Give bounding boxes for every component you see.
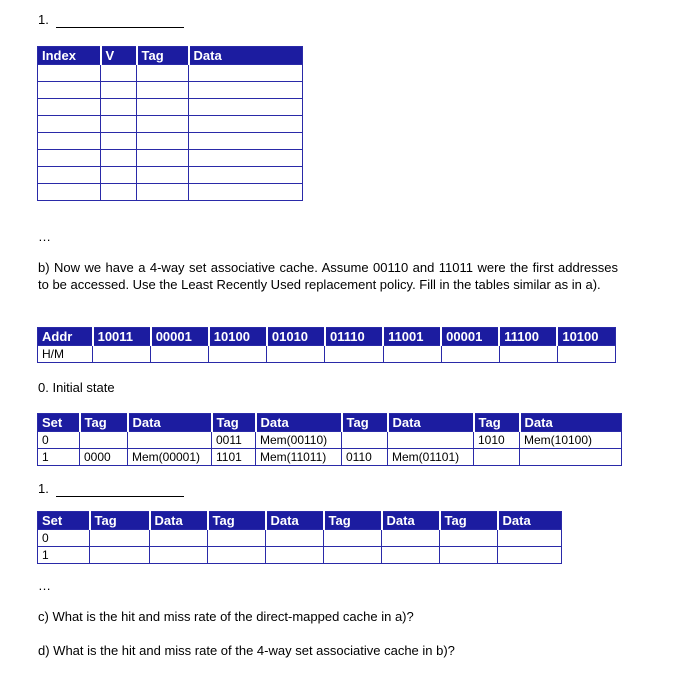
- header-tag: Tag: [342, 414, 388, 432]
- address-cell: 01010: [267, 328, 325, 346]
- addr-header: Addr: [38, 328, 93, 346]
- table-row: [38, 530, 562, 547]
- table-row: [38, 432, 622, 449]
- table-row: [38, 167, 303, 184]
- ellipsis: …: [38, 578, 51, 593]
- hm-cell[interactable]: [441, 346, 499, 363]
- header-tag: Tag: [440, 512, 498, 530]
- header-tag: Tag: [212, 414, 256, 432]
- set-cell: 1: [38, 449, 80, 466]
- data-cell: Mem(01101): [388, 449, 474, 466]
- header-data: Data: [498, 512, 562, 530]
- header-data: Data: [266, 512, 324, 530]
- table-row: [38, 547, 562, 564]
- header-data: Data: [256, 414, 342, 432]
- data-cell: [520, 449, 622, 466]
- tag-cell: [342, 432, 388, 449]
- header-tag: Tag: [137, 47, 189, 65]
- header-tag: Tag: [80, 414, 128, 432]
- set-cell: 0: [38, 432, 80, 449]
- tag-cell: [80, 432, 128, 449]
- step-1-cache-table: [37, 511, 562, 564]
- hm-label: H/M: [38, 346, 93, 363]
- header-set: Set: [38, 512, 90, 530]
- part-b-instructions: b) Now we have a 4-way set associative cache. Assume 00110 and 11011 were the first addresses to be accessed. Use the Least Recently Used replacement policy. Fill in the tables similar as in a).: [38, 260, 618, 292]
- address-cell: 11001: [383, 328, 441, 346]
- data-cell: [388, 432, 474, 449]
- set-cell: 0: [38, 530, 90, 547]
- set-cell: 1: [38, 547, 90, 564]
- address-cell: 11100: [499, 328, 557, 346]
- header-v: V: [101, 47, 137, 65]
- address-cell: 10100: [209, 328, 267, 346]
- address-cell: 00001: [441, 328, 499, 346]
- header-data: Data: [520, 414, 622, 432]
- tag-cell: 0011: [212, 432, 256, 449]
- address-cell: 01110: [325, 328, 383, 346]
- table-row: [38, 116, 303, 133]
- hit-miss-row: [38, 346, 616, 363]
- hm-cell[interactable]: [325, 346, 383, 363]
- part-a-item-1: [38, 12, 184, 28]
- hm-cell[interactable]: [151, 346, 209, 363]
- hm-cell[interactable]: [557, 346, 615, 363]
- question-c: c) What is the hit and miss rate of the direct-mapped cache in a)?: [38, 609, 414, 624]
- header-data: Data: [128, 414, 212, 432]
- ellipsis: …: [38, 229, 51, 244]
- table-row: [38, 150, 303, 167]
- data-cell: Mem(11011): [256, 449, 342, 466]
- header-data: Data: [150, 512, 208, 530]
- tag-cell: 1010: [474, 432, 520, 449]
- item-number: 1.: [38, 12, 49, 27]
- data-cell: [128, 432, 212, 449]
- table-row: [38, 99, 303, 116]
- data-cell: Mem(10100): [520, 432, 622, 449]
- header-tag: Tag: [324, 512, 382, 530]
- initial-state-label: 0. Initial state: [38, 380, 115, 395]
- header-tag: Tag: [474, 414, 520, 432]
- hm-cell[interactable]: [209, 346, 267, 363]
- data-cell: Mem(00001): [128, 449, 212, 466]
- table-row: [38, 65, 303, 82]
- table-row: [38, 449, 622, 466]
- table-row: [38, 82, 303, 99]
- header-data: Data: [189, 47, 303, 65]
- initial-state-table: [37, 413, 622, 466]
- hm-cell[interactable]: [499, 346, 557, 363]
- hm-cell[interactable]: [93, 346, 151, 363]
- direct-mapped-cache-table: [37, 46, 303, 201]
- data-cell: Mem(00110): [256, 432, 342, 449]
- question-d: d) What is the hit and miss rate of the 4-way set associative cache in b)?: [38, 643, 455, 658]
- header-tag: Tag: [208, 512, 266, 530]
- address-cell: 10011: [93, 328, 151, 346]
- tag-cell: 0000: [80, 449, 128, 466]
- header-index: Index: [38, 47, 101, 65]
- tag-cell: 1101: [212, 449, 256, 466]
- address-cell: 00001: [151, 328, 209, 346]
- answer-blank[interactable]: [56, 481, 184, 497]
- table-row: [38, 184, 303, 201]
- item-number: 1.: [38, 481, 49, 496]
- hm-cell[interactable]: [383, 346, 441, 363]
- address-sequence-table: [37, 327, 616, 363]
- header-data: Data: [388, 414, 474, 432]
- address-cell: 10100: [557, 328, 615, 346]
- hm-cell[interactable]: [267, 346, 325, 363]
- header-tag: Tag: [90, 512, 150, 530]
- header-set: Set: [38, 414, 80, 432]
- tag-cell: [474, 449, 520, 466]
- table-row: [38, 133, 303, 150]
- answer-blank[interactable]: [56, 12, 184, 28]
- part-b-item-1: [38, 481, 184, 497]
- header-data: Data: [382, 512, 440, 530]
- tag-cell: 0110: [342, 449, 388, 466]
